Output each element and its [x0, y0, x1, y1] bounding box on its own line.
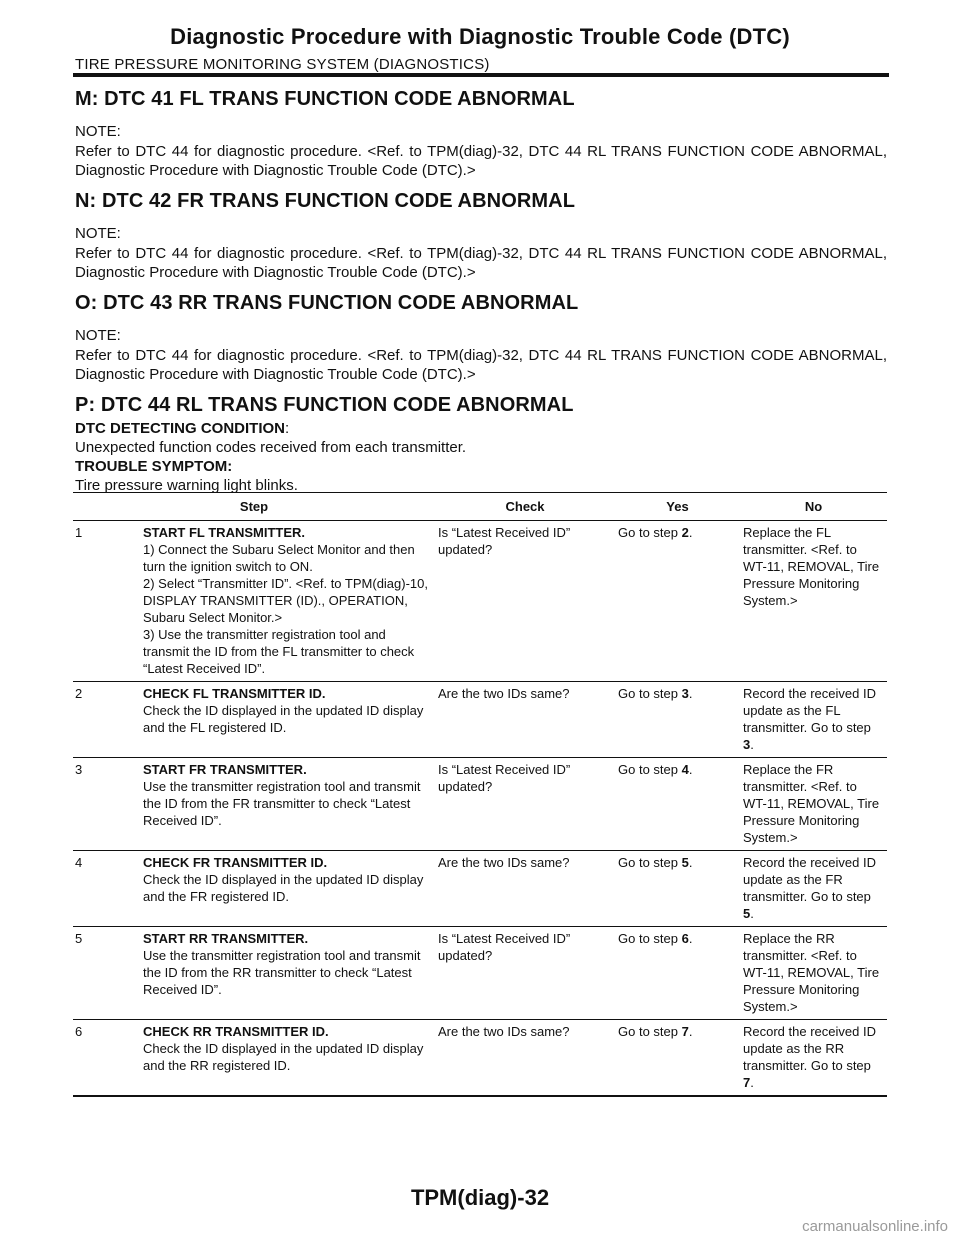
step-number: 6 — [73, 1020, 140, 1097]
no-action-step-ref: 7 — [743, 1075, 751, 1090]
note-text: Refer to DTC 44 for diagnostic procedure. <Ref. to TPM(diag)-32, DTC 44 RL TRANS FUNCTION CODE ABNORMAL, Diagnostic Procedure with Diagnostic Trouble Code (DTC).> — [75, 347, 887, 383]
no-action — [740, 521, 887, 682]
no-action-step-ref: 3 — [743, 737, 751, 752]
step-description — [140, 521, 435, 682]
note-text: Refer to DTC 44 for diagnostic procedure. <Ref. to TPM(diag)-32, DTC 44 RL TRANS FUNCTION CODE ABNORMAL, Diagnostic Procedure with Diagnostic Trouble Code (DTC).> — [75, 143, 887, 179]
step-title: START FR TRANSMITTER. — [143, 762, 307, 777]
no-action-suffix: . — [750, 906, 754, 921]
symptom-text: Tire pressure warning light blinks. — [75, 477, 298, 494]
step-number: 5 — [73, 927, 140, 1020]
no-action-text: Replace the FL transmitter. <Ref. to WT-11, REMOVAL, Tire Pressure Monitoring System.> — [743, 525, 880, 608]
yes-action-suffix: . — [688, 686, 693, 701]
yes-action-text: Go to step — [618, 686, 682, 701]
no-action-suffix: . — [750, 737, 754, 752]
note-text: Refer to DTC 44 for diagnostic procedure. <Ref. to TPM(diag)-32, DTC 44 RL TRANS FUNCTION CODE ABNORMAL, Diagnostic Procedure with Diagnostic Trouble Code (DTC).> — [75, 245, 887, 281]
condition-label: DTC DETECTING CONDITION — [75, 420, 285, 437]
yes-action-text: Go to step — [618, 855, 682, 870]
yes-action-step-ref: 7 — [681, 1024, 689, 1039]
header-step: Step — [73, 493, 435, 521]
section-n — [75, 190, 887, 282]
yes-action-step-ref: 5 — [681, 855, 689, 870]
note-label: NOTE: — [75, 327, 121, 344]
step-instruction: 1) Connect the Subaru Select Monitor and then turn the ignition switch to ON. — [143, 542, 415, 574]
step-number: 2 — [73, 682, 140, 758]
header-yes: Yes — [615, 493, 740, 521]
check-text: Are the two IDs same? — [435, 851, 615, 927]
watermark: carmanualsonline.info — [802, 1218, 948, 1235]
section-o — [75, 292, 887, 384]
step-title: START FL TRANSMITTER. — [143, 525, 306, 540]
condition-colon: : — [285, 420, 290, 437]
no-action-text: Replace the RR transmitter. <Ref. to WT-11, REMOVAL, Tire Pressure Monitoring System.> — [743, 931, 880, 1014]
yes-action — [615, 927, 740, 1020]
no-action-text: Record the received ID update as the FL transmitter. Go to step — [743, 686, 876, 735]
check-text: Is “Latest Received ID” updated? — [435, 758, 615, 851]
yes-action-step-ref: 3 — [681, 686, 689, 701]
header-no: No — [740, 493, 887, 521]
page-title: Diagnostic Procedure with Diagnostic Trouble Code (DTC) — [170, 24, 790, 49]
diagnostic-table — [73, 492, 887, 1097]
step-number: 3 — [73, 758, 140, 851]
table-row — [73, 1020, 887, 1097]
section-m — [75, 88, 887, 180]
no-action — [740, 927, 887, 1020]
yes-action-text: Go to step — [618, 525, 682, 540]
no-action-suffix: . — [750, 1075, 754, 1090]
yes-action-suffix: . — [688, 931, 693, 946]
section-heading: M: DTC 41 FL TRANS FUNCTION CODE ABNORMAL — [75, 88, 575, 110]
section-heading: N: DTC 42 FR TRANS FUNCTION CODE ABNORMAL — [75, 190, 576, 212]
step-title: CHECK FR TRANSMITTER ID. — [143, 855, 328, 870]
step-instruction: Check the ID displayed in the updated ID display and the FR registered ID. — [143, 872, 424, 904]
header-check: Check — [435, 493, 615, 521]
step-instruction: Check the ID displayed in the updated ID display and the FL registered ID. — [143, 703, 424, 735]
check-text: Is “Latest Received ID” updated? — [435, 521, 615, 682]
yes-action-text: Go to step — [618, 1024, 682, 1039]
yes-action-step-ref: 4 — [681, 762, 689, 777]
step-description — [140, 682, 435, 758]
no-action-text: Replace the FR transmitter. <Ref. to WT-11, REMOVAL, Tire Pressure Monitoring System.> — [743, 762, 880, 845]
page-subtitle: TIRE PRESSURE MONITORING SYSTEM (DIAGNOSTICS) — [75, 56, 490, 73]
step-instruction: Use the transmitter registration tool and transmit the ID from the RR transmitter to check “Latest Received ID”. — [143, 948, 421, 997]
no-action-step-ref: 5 — [743, 906, 751, 921]
check-text: Are the two IDs same? — [435, 1020, 615, 1097]
step-instruction: Use the transmitter registration tool and transmit the ID from the FR transmitter to check “Latest Received ID”. — [143, 779, 421, 828]
yes-action — [615, 851, 740, 927]
section-p — [75, 394, 887, 495]
yes-action — [615, 521, 740, 682]
check-text: Are the two IDs same? — [435, 682, 615, 758]
step-number: 1 — [73, 521, 140, 682]
yes-action-text: Go to step — [618, 931, 682, 946]
yes-action-step-ref: 2 — [681, 525, 689, 540]
no-action — [740, 851, 887, 927]
page-number: TPM(diag)-32 — [410, 1185, 550, 1210]
document-body — [75, 88, 887, 495]
note-label: NOTE: — [75, 225, 121, 242]
step-title: CHECK RR TRANSMITTER ID. — [143, 1024, 329, 1039]
step-instruction: 2) Select “Transmitter ID”. <Ref. to TPM(diag)-10, DISPLAY TRANSMITTER (ID)., OPERATION, Subaru Select Monitor.> — [143, 576, 428, 625]
note-label: NOTE: — [75, 123, 121, 140]
section-heading: O: DTC 43 RR TRANS FUNCTION CODE ABNORMAL — [75, 292, 579, 314]
yes-action-text: Go to step — [618, 762, 682, 777]
yes-action-suffix: . — [688, 1024, 693, 1039]
symptom-label: TROUBLE SYMPTOM: — [75, 458, 233, 475]
step-description — [140, 1020, 435, 1097]
yes-action-suffix: . — [688, 855, 693, 870]
check-text: Is “Latest Received ID” updated? — [435, 927, 615, 1020]
yes-action — [615, 758, 740, 851]
no-action-text: Record the received ID update as the RR transmitter. Go to step — [743, 1024, 876, 1073]
table-row — [73, 682, 887, 758]
step-instruction: Check the ID displayed in the updated ID display and the RR registered ID. — [143, 1041, 424, 1073]
table-body — [73, 521, 887, 1097]
header-rule — [73, 73, 889, 77]
step-instruction: 3) Use the transmitter registration tool and transmit the ID from the FL transmitter to check “Latest Received ID”. — [143, 627, 415, 676]
step-description — [140, 758, 435, 851]
yes-action — [615, 1020, 740, 1097]
table-header-row — [73, 493, 887, 521]
no-action — [740, 682, 887, 758]
yes-action-suffix: . — [688, 762, 693, 777]
table-row — [73, 758, 887, 851]
step-description — [140, 927, 435, 1020]
step-title: CHECK FL TRANSMITTER ID. — [143, 686, 326, 701]
no-action — [740, 1020, 887, 1097]
condition-text: Unexpected function codes received from each transmitter. — [75, 439, 467, 456]
table-row — [73, 851, 887, 927]
table-row — [73, 927, 887, 1020]
no-action-text: Record the received ID update as the FR transmitter. Go to step — [743, 855, 876, 904]
condition-heading — [75, 419, 887, 438]
step-number: 4 — [73, 851, 140, 927]
section-heading: P: DTC 44 RL TRANS FUNCTION CODE ABNORMAL — [75, 394, 574, 416]
step-title: START RR TRANSMITTER. — [143, 931, 309, 946]
no-action — [740, 758, 887, 851]
yes-action-suffix: . — [688, 525, 693, 540]
table-row — [73, 521, 887, 682]
step-description — [140, 851, 435, 927]
yes-action — [615, 682, 740, 758]
yes-action-step-ref: 6 — [681, 931, 689, 946]
